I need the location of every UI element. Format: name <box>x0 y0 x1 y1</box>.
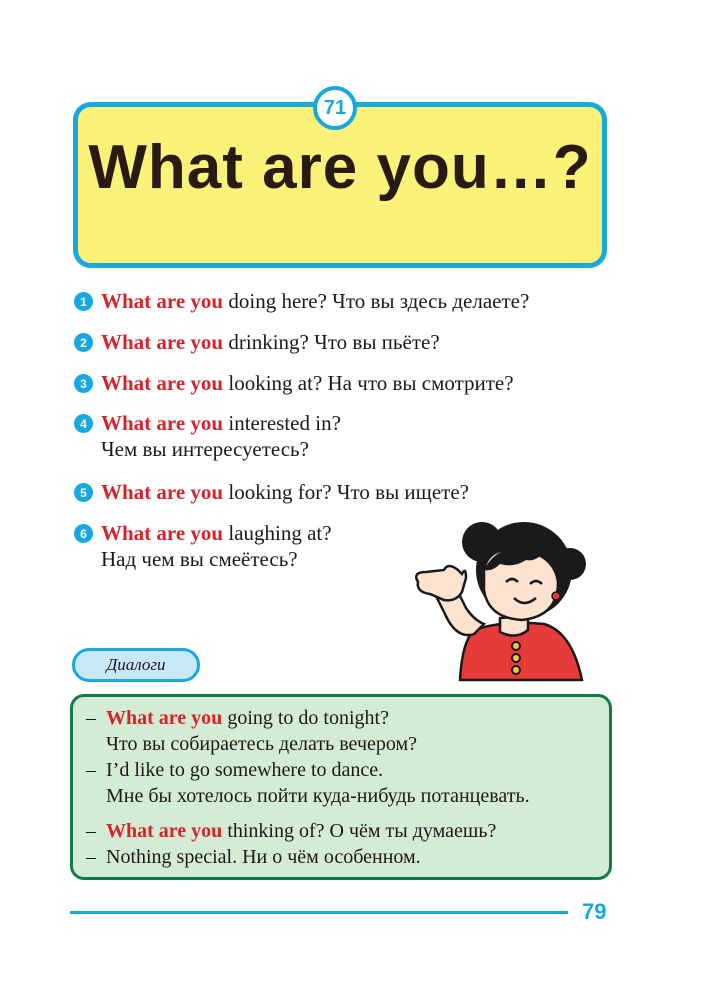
dialog-text: Nothing special. Ни о чём особенном. <box>106 846 421 868</box>
dialog-text: Что вы собираетесь делать вечером? <box>106 733 418 755</box>
number-bullet-icon: 1 <box>74 292 93 311</box>
dialog-line <box>86 706 389 730</box>
dialog-dash: – <box>86 820 96 842</box>
girl-waving-icon <box>404 512 586 684</box>
phrase-key: What are you <box>101 480 224 504</box>
dialog-dash: – <box>86 846 96 868</box>
phrase-item <box>74 288 529 314</box>
phrase-key: What are you <box>101 521 224 545</box>
phrase-item <box>74 329 440 355</box>
number-bullet-icon: 2 <box>74 333 93 352</box>
number-bullet-icon: 6 <box>74 524 93 543</box>
dialog-section-label: Диалоги <box>72 648 200 682</box>
number-bullet-icon: 3 <box>74 374 93 393</box>
phrase-item <box>74 520 332 572</box>
phrase-key: What are you <box>101 371 224 395</box>
phrase-rest: looking for? Что вы ищете? <box>223 480 469 504</box>
dialog-text: thinking of? О чём ты думаешь? <box>222 820 497 842</box>
number-bullet-icon: 5 <box>74 483 93 502</box>
dialog-text: going to do tonight? <box>222 707 389 729</box>
phrase-translation: Чем вы интересуетесь? <box>101 437 309 461</box>
phrase-key: What are you <box>106 707 223 729</box>
phrase-rest: laughing at? <box>223 521 332 545</box>
dialog-text: I’d like to go somewhere to dance. <box>106 759 384 781</box>
dialog-dash <box>86 784 106 808</box>
dialog-line <box>86 819 496 843</box>
phrase-key: What are you <box>101 289 224 313</box>
phrase-rest: doing here? Что вы здесь делаете? <box>223 289 530 313</box>
phrase-rest: drinking? Что вы пьёте? <box>223 330 440 354</box>
footer-rule <box>70 911 568 914</box>
phrase-key: What are you <box>106 820 223 842</box>
dialog-line <box>86 732 417 756</box>
dialog-line <box>86 758 383 782</box>
phrase-rest: looking at? На что вы смотрите? <box>223 371 514 395</box>
phrase-rest: interested in? <box>223 411 341 435</box>
phrase-key: What are you <box>101 330 224 354</box>
page-number: 79 <box>582 899 607 924</box>
lesson-number-badge: 71 <box>313 86 357 130</box>
phrase-item <box>74 370 514 396</box>
dialog-line <box>86 845 421 869</box>
number-bullet-icon: 4 <box>74 414 93 433</box>
phrase-item <box>74 410 341 462</box>
dialog-dash <box>86 732 106 756</box>
phrase-key: What are you <box>101 411 224 435</box>
dialog-dash: – <box>86 707 96 729</box>
dialog-text: Мне бы хотелось пойти куда-нибудь потанцевать. <box>106 785 530 807</box>
page-title: What are you…? <box>88 133 592 202</box>
phrase-item <box>74 479 469 505</box>
dialog-line <box>86 784 530 808</box>
dialog-dash: – <box>86 759 96 781</box>
phrase-translation: Над чем вы смеётесь? <box>101 547 298 571</box>
